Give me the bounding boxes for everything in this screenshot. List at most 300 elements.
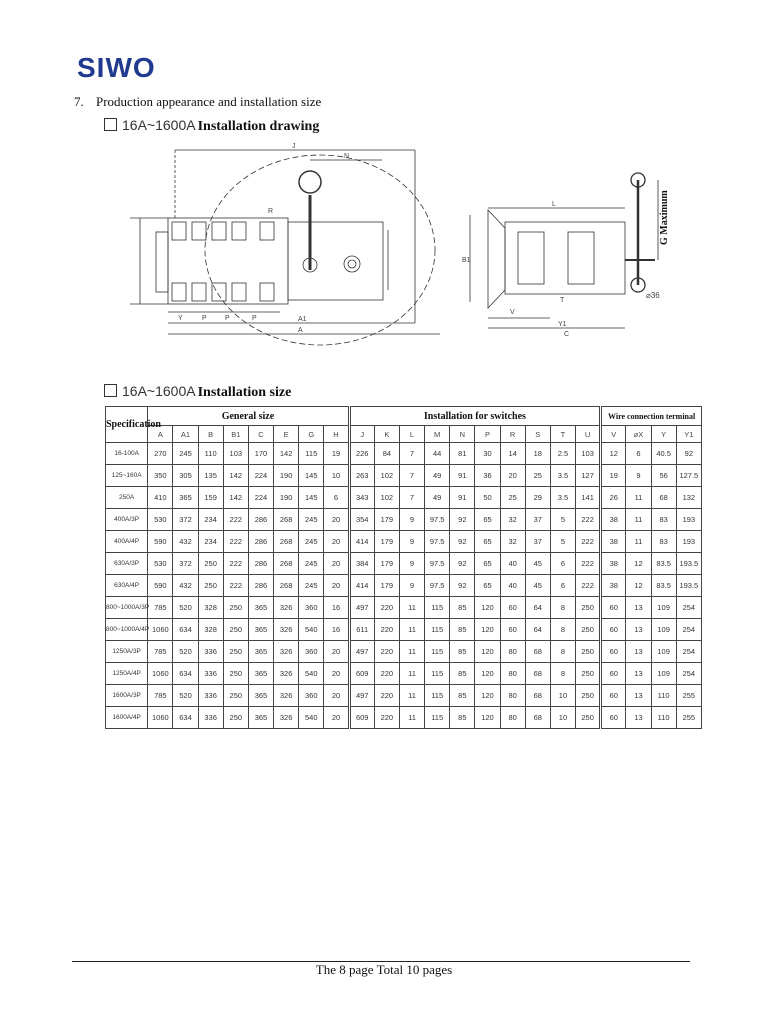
table-cell: 20: [324, 663, 349, 685]
table-cell: 26: [601, 487, 626, 509]
table-cell: 7: [399, 487, 424, 509]
table-cell: 250: [223, 641, 248, 663]
table-cell: 234: [198, 531, 223, 553]
table-cell: 32: [500, 531, 525, 553]
table-cell: 102: [374, 465, 399, 487]
table-cell: 60: [601, 597, 626, 619]
wire-terminal-header: Wire connection terminal: [601, 407, 702, 426]
table-cell: 497: [349, 685, 374, 707]
table-cell: 190: [274, 465, 299, 487]
table-cell: 13: [626, 641, 651, 663]
table-cell: 115: [299, 443, 324, 465]
table-cell: 64: [525, 597, 550, 619]
table-cell: 36: [475, 465, 500, 487]
page-footer: The 8 page Total 10 pages: [315, 962, 453, 977]
table-cell: 109: [651, 663, 676, 685]
table-cell: 97.5: [425, 531, 450, 553]
table-cell: 83: [651, 509, 676, 531]
table-cell: 222: [223, 509, 248, 531]
table-cell: 10: [324, 465, 349, 487]
table-cell: 540: [299, 619, 324, 641]
spec-cell: 400A/3P: [106, 509, 148, 531]
table-cell: 11: [399, 663, 424, 685]
table-cell: 190: [274, 487, 299, 509]
table-cell: 360: [299, 641, 324, 663]
table-cell: 25: [500, 487, 525, 509]
table-cell: 193.5: [676, 575, 701, 597]
table-row: [106, 575, 702, 597]
table-cell: 11: [626, 531, 651, 553]
table-cell: 97.5: [425, 575, 450, 597]
table-cell: 1060: [148, 707, 173, 729]
table-cell: 250: [576, 597, 601, 619]
table-cell: 103: [576, 443, 601, 465]
table-cell: 13: [626, 685, 651, 707]
table-cell: 64: [525, 619, 550, 641]
spec-cell: 1250A/4P: [106, 663, 148, 685]
table-cell: 634: [173, 663, 198, 685]
table-cell: 234: [198, 509, 223, 531]
table-cell: 65: [475, 553, 500, 575]
table-cell: 179: [374, 509, 399, 531]
table-cell: 250: [198, 575, 223, 597]
table-cell: 328: [198, 597, 223, 619]
table-cell: 110: [651, 707, 676, 729]
table-cell: 8: [550, 663, 575, 685]
table-cell: 85: [450, 619, 475, 641]
table-cell: 13: [626, 707, 651, 729]
table-cell: 12: [626, 575, 651, 597]
table-cell: 193.5: [676, 553, 701, 575]
table-cell: 520: [173, 685, 198, 707]
table-cell: 365: [248, 663, 273, 685]
table-cell: 10: [550, 707, 575, 729]
installation-size-table-wrap: [105, 406, 702, 729]
table-cell: 65: [475, 575, 500, 597]
table-cell: 634: [173, 619, 198, 641]
table-row: [106, 597, 702, 619]
table-cell: 11: [626, 509, 651, 531]
column-header-15: S: [525, 426, 550, 443]
table-cell: 220: [374, 641, 399, 663]
table-cell: 222: [576, 509, 601, 531]
table-cell: 540: [299, 707, 324, 729]
table-cell: 245: [173, 443, 198, 465]
table-cell: 68: [525, 663, 550, 685]
switches-header: Installation for switches: [349, 407, 601, 426]
table-cell: 11: [626, 487, 651, 509]
table-row: [106, 663, 702, 685]
table-cell: 497: [349, 597, 374, 619]
table-cell: 365: [248, 597, 273, 619]
table-cell: 18: [525, 443, 550, 465]
table-cell: 250: [576, 685, 601, 707]
table-cell: 497: [349, 641, 374, 663]
table-cell: 20: [324, 553, 349, 575]
column-header-21: Y1: [676, 426, 701, 443]
table-cell: 85: [450, 685, 475, 707]
side-view-drawing: [460, 170, 690, 340]
installation-size-table: [105, 406, 702, 729]
table-cell: 120: [475, 619, 500, 641]
table-cell: 360: [299, 597, 324, 619]
table-cell: 80: [500, 685, 525, 707]
table-cell: 6: [324, 487, 349, 509]
table-cell: 92: [450, 531, 475, 553]
table-group-header: [106, 407, 702, 426]
table-cell: 365: [248, 685, 273, 707]
table-cell: 45: [525, 575, 550, 597]
table-cell: 286: [248, 509, 273, 531]
table-cell: 37: [525, 509, 550, 531]
table-cell: 20: [500, 465, 525, 487]
table-cell: 38: [601, 553, 626, 575]
table-cell: 286: [248, 575, 273, 597]
table-row: [106, 641, 702, 663]
table-cell: 250: [198, 553, 223, 575]
table-cell: 270: [148, 443, 173, 465]
table-cell: 245: [299, 575, 324, 597]
table-row: [106, 509, 702, 531]
svg-text:C: C: [564, 331, 570, 338]
table-cell: 286: [248, 553, 273, 575]
table-cell: 83.5: [651, 575, 676, 597]
table-cell: 254: [676, 641, 701, 663]
spec-cell: 800~1000A/3P: [106, 597, 148, 619]
svg-text:P: P: [225, 315, 230, 322]
table-cell: 530: [148, 509, 173, 531]
table-cell: 609: [349, 707, 374, 729]
table-cell: 250: [576, 707, 601, 729]
size-heading-title: Installation size: [197, 385, 292, 400]
table-cell: 220: [374, 685, 399, 707]
table-cell: 222: [576, 553, 601, 575]
table-cell: 120: [475, 707, 500, 729]
specification-header: Specification: [106, 407, 148, 443]
table-cell: 254: [676, 597, 701, 619]
table-cell: 250: [223, 707, 248, 729]
table-cell: 326: [274, 663, 299, 685]
table-cell: 263: [349, 465, 374, 487]
table-row: [106, 531, 702, 553]
table-cell: 343: [349, 487, 374, 509]
table-cell: 254: [676, 663, 701, 685]
spec-cell: 125~160A: [106, 465, 148, 487]
table-cell: 25: [525, 465, 550, 487]
table-cell: 85: [450, 641, 475, 663]
table-cell: 7: [399, 443, 424, 465]
column-header-17: U: [576, 426, 601, 443]
table-cell: 65: [475, 531, 500, 553]
table-cell: 60: [500, 619, 525, 641]
table-cell: 268: [274, 509, 299, 531]
table-row: [106, 487, 702, 509]
table-cell: 326: [274, 707, 299, 729]
table-cell: 16: [324, 619, 349, 641]
table-cell: 250: [223, 663, 248, 685]
table-cell: 286: [248, 531, 273, 553]
column-header-9: K: [374, 426, 399, 443]
section-heading: [74, 94, 321, 110]
table-cell: 80: [500, 641, 525, 663]
table-cell: 49: [425, 465, 450, 487]
size-heading: [104, 383, 291, 401]
table-cell: 609: [349, 663, 374, 685]
checkbox-icon: [104, 384, 117, 397]
column-header-18: V: [601, 426, 626, 443]
table-cell: 80: [500, 663, 525, 685]
svg-text:Y: Y: [178, 315, 183, 322]
table-cell: 92: [450, 553, 475, 575]
table-cell: 12: [601, 443, 626, 465]
table-cell: 92: [450, 509, 475, 531]
table-row: [106, 619, 702, 641]
spec-cell: 400A/4P: [106, 531, 148, 553]
table-cell: 32: [500, 509, 525, 531]
table-cell: 336: [198, 707, 223, 729]
table-cell: 365: [173, 487, 198, 509]
table-cell: 250: [576, 641, 601, 663]
column-header-16: T: [550, 426, 575, 443]
table-cell: 220: [374, 663, 399, 685]
column-header-10: L: [399, 426, 424, 443]
table-cell: 40: [500, 553, 525, 575]
table-cell: 115: [425, 707, 450, 729]
brand-logo: SIWO: [77, 52, 156, 83]
table-cell: 50: [475, 487, 500, 509]
table-cell: 222: [576, 531, 601, 553]
spec-cell: 1600A/3P: [106, 685, 148, 707]
table-cell: 20: [324, 531, 349, 553]
table-cell: 179: [374, 553, 399, 575]
table-cell: 226: [349, 443, 374, 465]
table-cell: 68: [525, 641, 550, 663]
table-cell: 224: [248, 487, 273, 509]
table-cell: 520: [173, 597, 198, 619]
table-cell: 365: [248, 707, 273, 729]
table-cell: 110: [651, 685, 676, 707]
column-header-20: Y: [651, 426, 676, 443]
table-cell: 372: [173, 509, 198, 531]
table-cell: 145: [299, 487, 324, 509]
table-cell: 1060: [148, 663, 173, 685]
table-cell: 13: [626, 619, 651, 641]
table-cell: 115: [425, 597, 450, 619]
table-cell: 7: [399, 465, 424, 487]
spec-cell: 1600A/4P: [106, 707, 148, 729]
column-header-11: M: [425, 426, 450, 443]
table-cell: 3.5: [550, 487, 575, 509]
table-row: [106, 443, 702, 465]
table-cell: 432: [173, 575, 198, 597]
table-cell: 29: [525, 487, 550, 509]
table-cell: 40.5: [651, 443, 676, 465]
table-cell: 785: [148, 685, 173, 707]
table-cell: 65: [475, 509, 500, 531]
table-cell: 222: [223, 531, 248, 553]
table-cell: 365: [248, 641, 273, 663]
table-cell: 328: [198, 619, 223, 641]
table-row: [106, 707, 702, 729]
general-size-header: General size: [148, 407, 349, 426]
svg-text:P: P: [202, 315, 207, 322]
table-cell: 120: [475, 663, 500, 685]
table-cell: 222: [223, 553, 248, 575]
table-cell: 6: [550, 553, 575, 575]
table-cell: 19: [601, 465, 626, 487]
table-cell: 432: [173, 531, 198, 553]
table-cell: 20: [324, 509, 349, 531]
table-cell: 250: [223, 597, 248, 619]
table-cell: 84: [374, 443, 399, 465]
table-cell: 9: [399, 509, 424, 531]
column-header-12: N: [450, 426, 475, 443]
table-cell: 336: [198, 663, 223, 685]
table-cell: 60: [601, 663, 626, 685]
table-cell: 44: [425, 443, 450, 465]
column-header-3: B1: [223, 426, 248, 443]
table-cell: 254: [676, 619, 701, 641]
table-cell: 365: [248, 619, 273, 641]
table-cell: 9: [399, 531, 424, 553]
table-cell: 19: [324, 443, 349, 465]
section-title: Production appearance and installation size: [96, 94, 322, 109]
table-cell: 414: [349, 575, 374, 597]
table-cell: 9: [399, 575, 424, 597]
table-cell: 326: [274, 597, 299, 619]
column-header-2: B: [198, 426, 223, 443]
table-cell: 785: [148, 597, 173, 619]
table-cell: 634: [173, 707, 198, 729]
drawing-heading: [104, 117, 319, 135]
table-cell: 250: [576, 619, 601, 641]
column-header-8: J: [349, 426, 374, 443]
table-cell: 590: [148, 531, 173, 553]
table-cell: 16: [324, 597, 349, 619]
table-cell: 109: [651, 597, 676, 619]
table-cell: 8: [550, 619, 575, 641]
table-cell: 127: [576, 465, 601, 487]
table-cell: 97.5: [425, 553, 450, 575]
table-cell: 37: [525, 531, 550, 553]
table-cell: 159: [198, 487, 223, 509]
table-cell: 85: [450, 663, 475, 685]
table-cell: 13: [626, 597, 651, 619]
table-cell: 326: [274, 619, 299, 641]
table-cell: 1060: [148, 619, 173, 641]
table-cell: 220: [374, 597, 399, 619]
spec-cell: 250A: [106, 487, 148, 509]
spec-cell: 800~1000A/4P: [106, 619, 148, 641]
table-cell: 10: [550, 685, 575, 707]
table-cell: 530: [148, 553, 173, 575]
table-cell: 12: [626, 553, 651, 575]
table-cell: 268: [274, 553, 299, 575]
table-cell: 354: [349, 509, 374, 531]
table-cell: 8: [550, 597, 575, 619]
svg-text:R: R: [268, 208, 274, 215]
table-column-header: [106, 426, 702, 443]
table-cell: 135: [198, 465, 223, 487]
table-cell: 120: [475, 685, 500, 707]
svg-text:P: P: [252, 315, 257, 322]
table-cell: 9: [626, 465, 651, 487]
table-cell: 255: [676, 685, 701, 707]
column-header-7: H: [324, 426, 349, 443]
table-cell: 255: [676, 707, 701, 729]
table-cell: 11: [399, 619, 424, 641]
svg-text:V: V: [510, 309, 515, 316]
svg-text:A: A: [298, 327, 303, 334]
table-cell: 6: [550, 575, 575, 597]
table-body: [106, 443, 702, 729]
table-cell: 590: [148, 575, 173, 597]
table-cell: 115: [425, 641, 450, 663]
table-cell: 20: [324, 641, 349, 663]
size-heading-range: 16A~1600A: [122, 383, 196, 399]
table-row: [106, 465, 702, 487]
table-cell: 170: [248, 443, 273, 465]
table-cell: 102: [374, 487, 399, 509]
table-cell: 115: [425, 619, 450, 641]
table-cell: 20: [324, 685, 349, 707]
table-cell: 2.5: [550, 443, 575, 465]
table-cell: 360: [299, 685, 324, 707]
table-cell: 142: [223, 465, 248, 487]
table-cell: 38: [601, 531, 626, 553]
table-cell: 5: [550, 531, 575, 553]
front-view-drawing: [120, 140, 450, 355]
table-cell: 410: [148, 487, 173, 509]
table-cell: 68: [651, 487, 676, 509]
svg-text:L: L: [552, 201, 556, 208]
table-cell: 414: [349, 531, 374, 553]
column-header-4: C: [248, 426, 273, 443]
table-cell: 81: [450, 443, 475, 465]
svg-text:T: T: [560, 297, 565, 304]
table-cell: 85: [450, 597, 475, 619]
table-cell: 5: [550, 509, 575, 531]
table-cell: 220: [374, 707, 399, 729]
table-cell: 11: [399, 707, 424, 729]
table-cell: 11: [399, 597, 424, 619]
table-cell: 20: [324, 575, 349, 597]
table-cell: 268: [274, 575, 299, 597]
table-cell: 60: [601, 619, 626, 641]
table-cell: 110: [198, 443, 223, 465]
table-cell: 120: [475, 641, 500, 663]
table-cell: 220: [374, 619, 399, 641]
table-cell: 127.5: [676, 465, 701, 487]
table-cell: 20: [324, 707, 349, 729]
table-cell: 14: [500, 443, 525, 465]
table-cell: 145: [299, 465, 324, 487]
column-header-6: G: [299, 426, 324, 443]
svg-text:J: J: [292, 143, 296, 150]
table-cell: 372: [173, 553, 198, 575]
table-cell: 336: [198, 641, 223, 663]
table-cell: 520: [173, 641, 198, 663]
drawing-heading-range: 16A~1600A: [122, 117, 196, 133]
drawing-heading-title: Installation drawing: [197, 119, 320, 134]
table-cell: 3.5: [550, 465, 575, 487]
table-cell: 92: [450, 575, 475, 597]
table-cell: 91: [450, 465, 475, 487]
table-cell: 103: [223, 443, 248, 465]
table-cell: 109: [651, 619, 676, 641]
table-cell: 40: [500, 575, 525, 597]
table-cell: 38: [601, 509, 626, 531]
